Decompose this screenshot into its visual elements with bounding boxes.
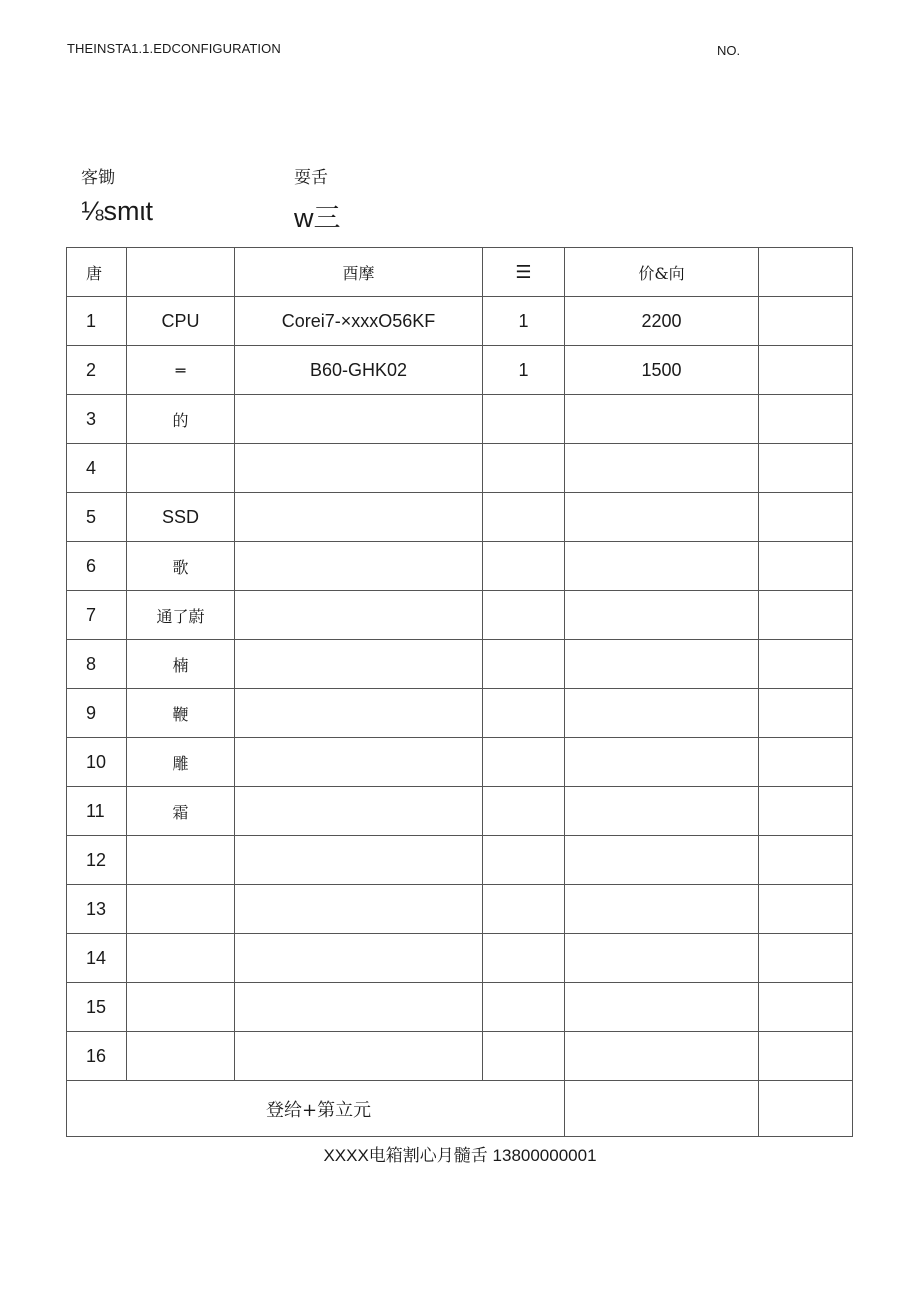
row-note bbox=[759, 542, 853, 591]
column-header-note bbox=[759, 248, 853, 297]
row-item bbox=[127, 444, 235, 493]
table-row bbox=[67, 346, 853, 395]
row-quantity bbox=[483, 836, 565, 885]
row-note bbox=[759, 493, 853, 542]
row-item: 霜 bbox=[127, 787, 235, 836]
row-note bbox=[759, 444, 853, 493]
table-row bbox=[67, 738, 853, 787]
row-item bbox=[127, 983, 235, 1032]
row-model bbox=[235, 885, 483, 934]
row-quantity bbox=[483, 689, 565, 738]
table-row bbox=[67, 934, 853, 983]
row-note bbox=[759, 1032, 853, 1081]
table-body bbox=[67, 297, 853, 1081]
customer-value: ⅛smιt bbox=[81, 196, 154, 226]
table-row bbox=[67, 444, 853, 493]
table-row bbox=[67, 689, 853, 738]
row-item: CPU bbox=[127, 297, 235, 346]
table-header-row bbox=[67, 248, 853, 297]
row-note bbox=[759, 640, 853, 689]
configuration-table bbox=[66, 247, 853, 1137]
row-model bbox=[235, 934, 483, 983]
row-quantity: 1 bbox=[483, 346, 565, 395]
table-row bbox=[67, 395, 853, 444]
row-item bbox=[127, 885, 235, 934]
row-note bbox=[759, 983, 853, 1032]
row-note bbox=[759, 346, 853, 395]
table-row bbox=[67, 885, 853, 934]
row-item bbox=[127, 1032, 235, 1081]
row-note bbox=[759, 836, 853, 885]
row-number: 6 bbox=[67, 542, 127, 591]
row-price: 2200 bbox=[565, 297, 759, 346]
row-quantity bbox=[483, 983, 565, 1032]
row-price bbox=[565, 738, 759, 787]
row-number: 8 bbox=[67, 640, 127, 689]
row-price bbox=[565, 885, 759, 934]
row-model: Corei7-×xxxO56KF bbox=[235, 297, 483, 346]
row-price bbox=[565, 787, 759, 836]
row-model bbox=[235, 983, 483, 1032]
row-note bbox=[759, 297, 853, 346]
row-model bbox=[235, 689, 483, 738]
table-row bbox=[67, 493, 853, 542]
row-quantity bbox=[483, 542, 565, 591]
row-quantity bbox=[483, 444, 565, 493]
row-item: 歌 bbox=[127, 542, 235, 591]
row-price bbox=[565, 591, 759, 640]
row-quantity bbox=[483, 1032, 565, 1081]
row-item bbox=[127, 836, 235, 885]
row-number: 11 bbox=[67, 787, 127, 836]
row-quantity bbox=[483, 738, 565, 787]
row-model bbox=[235, 1032, 483, 1081]
row-note bbox=[759, 591, 853, 640]
row-model bbox=[235, 836, 483, 885]
row-model bbox=[235, 542, 483, 591]
column-header-item bbox=[127, 248, 235, 297]
row-number: 7 bbox=[67, 591, 127, 640]
row-number: 16 bbox=[67, 1032, 127, 1081]
column-header-price: 价&向 bbox=[565, 248, 759, 297]
column-header-model: 酉摩 bbox=[235, 248, 483, 297]
total-note bbox=[759, 1081, 853, 1137]
row-number: 12 bbox=[67, 836, 127, 885]
row-quantity bbox=[483, 493, 565, 542]
column-header-number: 唐 bbox=[67, 248, 127, 297]
table-row bbox=[67, 591, 853, 640]
row-model bbox=[235, 787, 483, 836]
date-label: 耍舌 bbox=[294, 168, 328, 188]
row-model bbox=[235, 738, 483, 787]
row-item: ═ bbox=[127, 346, 235, 395]
row-quantity bbox=[483, 640, 565, 689]
row-number: 15 bbox=[67, 983, 127, 1032]
total-value bbox=[565, 1081, 759, 1137]
row-note bbox=[759, 787, 853, 836]
row-note bbox=[759, 885, 853, 934]
row-price bbox=[565, 395, 759, 444]
table-row bbox=[67, 983, 853, 1032]
table-row bbox=[67, 836, 853, 885]
row-price bbox=[565, 493, 759, 542]
table-row bbox=[67, 787, 853, 836]
row-price bbox=[565, 836, 759, 885]
document-title: THEINSTA1.1.EDCONFIGURATION bbox=[67, 41, 281, 56]
row-model bbox=[235, 395, 483, 444]
row-item: 楠 bbox=[127, 640, 235, 689]
row-quantity bbox=[483, 591, 565, 640]
row-number: 13 bbox=[67, 885, 127, 934]
row-quantity bbox=[483, 395, 565, 444]
row-number: 10 bbox=[67, 738, 127, 787]
table-row bbox=[67, 1032, 853, 1081]
row-quantity: 1 bbox=[483, 297, 565, 346]
row-price bbox=[565, 542, 759, 591]
row-item: 的 bbox=[127, 395, 235, 444]
footer-contact: XXXX电箱割心月髓舌 13800000001 bbox=[323, 1146, 597, 1165]
row-price bbox=[565, 444, 759, 493]
row-number: 5 bbox=[67, 493, 127, 542]
row-item: 鞭 bbox=[127, 689, 235, 738]
row-price bbox=[565, 640, 759, 689]
total-row bbox=[67, 1081, 853, 1137]
row-note bbox=[759, 934, 853, 983]
row-quantity bbox=[483, 885, 565, 934]
table-row bbox=[67, 542, 853, 591]
row-model: B60-GHK02 bbox=[235, 346, 483, 395]
table-row bbox=[67, 640, 853, 689]
row-model bbox=[235, 640, 483, 689]
row-number: 3 bbox=[67, 395, 127, 444]
column-header-quantity: ☰ bbox=[483, 248, 565, 297]
row-price: 1500 bbox=[565, 346, 759, 395]
row-number: 4 bbox=[67, 444, 127, 493]
total-label: 登给+第立元 bbox=[67, 1081, 565, 1137]
row-model bbox=[235, 591, 483, 640]
document-number-label: NO. bbox=[717, 43, 741, 58]
row-note bbox=[759, 395, 853, 444]
row-item: 雕 bbox=[127, 738, 235, 787]
row-number: 9 bbox=[67, 689, 127, 738]
row-quantity bbox=[483, 787, 565, 836]
row-model bbox=[235, 493, 483, 542]
row-quantity bbox=[483, 934, 565, 983]
row-note bbox=[759, 689, 853, 738]
row-item: 通了蔚 bbox=[127, 591, 235, 640]
customer-label: 客锄 bbox=[81, 168, 115, 188]
row-price bbox=[565, 934, 759, 983]
row-note bbox=[759, 738, 853, 787]
date-value: w三 bbox=[294, 203, 341, 233]
row-price bbox=[565, 689, 759, 738]
row-item bbox=[127, 934, 235, 983]
row-item: SSD bbox=[127, 493, 235, 542]
row-price bbox=[565, 983, 759, 1032]
row-price bbox=[565, 1032, 759, 1081]
row-number: 1 bbox=[67, 297, 127, 346]
row-model bbox=[235, 444, 483, 493]
table-row bbox=[67, 297, 853, 346]
row-number: 2 bbox=[67, 346, 127, 395]
row-number: 14 bbox=[67, 934, 127, 983]
